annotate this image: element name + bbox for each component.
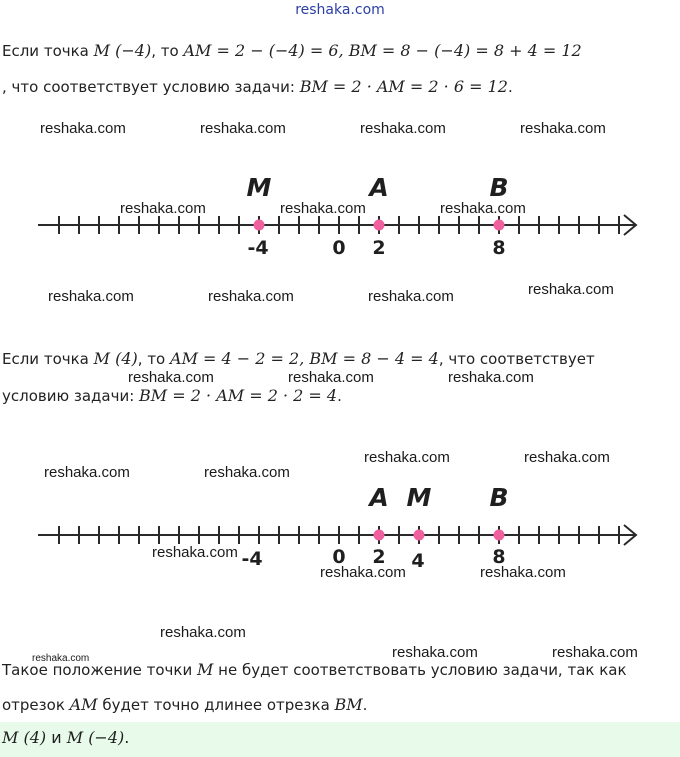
point-a (374, 220, 385, 231)
watermark: reshaka.com (440, 200, 526, 217)
watermark: reshaka.com (48, 288, 134, 305)
paragraph-3-line-2 (2, 694, 367, 716)
tick-label: -4 (247, 237, 269, 259)
watermark: reshaka.com (448, 369, 534, 386)
watermark: reshaka.com (40, 120, 126, 137)
tick-label: 0 (332, 237, 346, 259)
tick-label: 8 (492, 237, 506, 259)
text: Такое положение точки (2, 661, 197, 679)
text: отрезок (2, 696, 70, 714)
tick-label: 4 (411, 550, 425, 572)
watermark: reshaka.com (552, 644, 638, 661)
text: . (337, 387, 342, 405)
number-line-1 (0, 165, 680, 270)
point-label-m: M (406, 483, 432, 512)
point-label-m: M (246, 173, 272, 202)
tick-label: 2 (372, 546, 386, 568)
text: не будет соответствовать условию задачи, так как (213, 661, 627, 679)
math: M (4) (2, 728, 47, 747)
math: BM = 2 · AM = 2 · 2 = 4 (139, 386, 338, 405)
math: AM = 2 − (−4) = 6, BM = 8 − (−4) = 8 + 4 = 12 (183, 41, 582, 60)
watermark: reshaka.com (360, 120, 446, 137)
tick-label: 8 (492, 546, 506, 568)
math: AM (69, 695, 98, 714)
watermark: reshaka.com (280, 200, 366, 217)
math: M (−4) (93, 41, 152, 60)
paragraph-2-line-2 (2, 385, 342, 407)
point-label-a: A (369, 173, 389, 202)
watermark: reshaka.com (368, 288, 454, 305)
answer-text (2, 728, 129, 747)
watermark: reshaka.com (320, 564, 406, 581)
text: , что соответствует (438, 350, 595, 368)
watermark: reshaka.com (288, 369, 374, 386)
text: , что соответствует условию задачи: (2, 78, 300, 96)
paragraph-1-line-2 (2, 76, 513, 98)
tick-label: 2 (372, 237, 386, 259)
math: BM = 2 · AM = 2 · 6 = 12 (299, 77, 508, 96)
math: AM = 4 − 2 = 2, BM = 8 − 4 = 4 (170, 349, 439, 368)
watermark: reshaka.com (200, 120, 286, 137)
paragraph-1-line-1 (2, 40, 582, 62)
point-b (494, 220, 505, 231)
math: M (−4) (66, 728, 125, 747)
text: , то (137, 350, 171, 368)
watermark: reshaka.com (128, 369, 214, 386)
watermark: reshaka.com (152, 544, 238, 561)
tick-label: -4 (241, 548, 263, 570)
point-a (374, 530, 385, 541)
text: будет точно длинее отрезка (97, 696, 335, 714)
paragraph-3-line-1 (2, 659, 627, 681)
text: , то (151, 42, 184, 60)
watermark: reshaka.com (44, 464, 130, 481)
watermark: reshaka.com (32, 653, 90, 664)
math: M (4) (93, 349, 138, 368)
math: BM (334, 695, 363, 714)
text: Если точка (2, 42, 94, 60)
tick-label: 0 (332, 546, 346, 568)
math: M (197, 660, 214, 679)
point-b (494, 530, 505, 541)
text: и (46, 728, 67, 747)
text: . (124, 728, 130, 747)
point-m (254, 220, 265, 231)
point-label-b: B (489, 483, 509, 512)
text: . (507, 78, 513, 96)
watermark: reshaka.com (208, 288, 294, 305)
text: условию задачи: (2, 387, 140, 405)
text: . (362, 696, 368, 714)
watermark: reshaka.com (524, 449, 610, 466)
watermark: reshaka.com (204, 464, 290, 481)
watermark: reshaka.com (528, 281, 614, 298)
watermark: reshaka.com (364, 449, 450, 466)
paragraph-2-line-1 (2, 348, 595, 370)
site-logo-link[interactable]: reshaka.com (295, 2, 385, 18)
watermark: reshaka.com (160, 624, 246, 641)
point-m (414, 530, 425, 541)
point-label-a: A (369, 483, 389, 512)
watermark: reshaka.com (392, 644, 478, 661)
watermark: reshaka.com (120, 200, 206, 217)
text: Если точка (2, 350, 94, 368)
point-label-b: B (489, 173, 509, 202)
watermark: reshaka.com (520, 120, 606, 137)
watermark: reshaka.com (480, 564, 566, 581)
